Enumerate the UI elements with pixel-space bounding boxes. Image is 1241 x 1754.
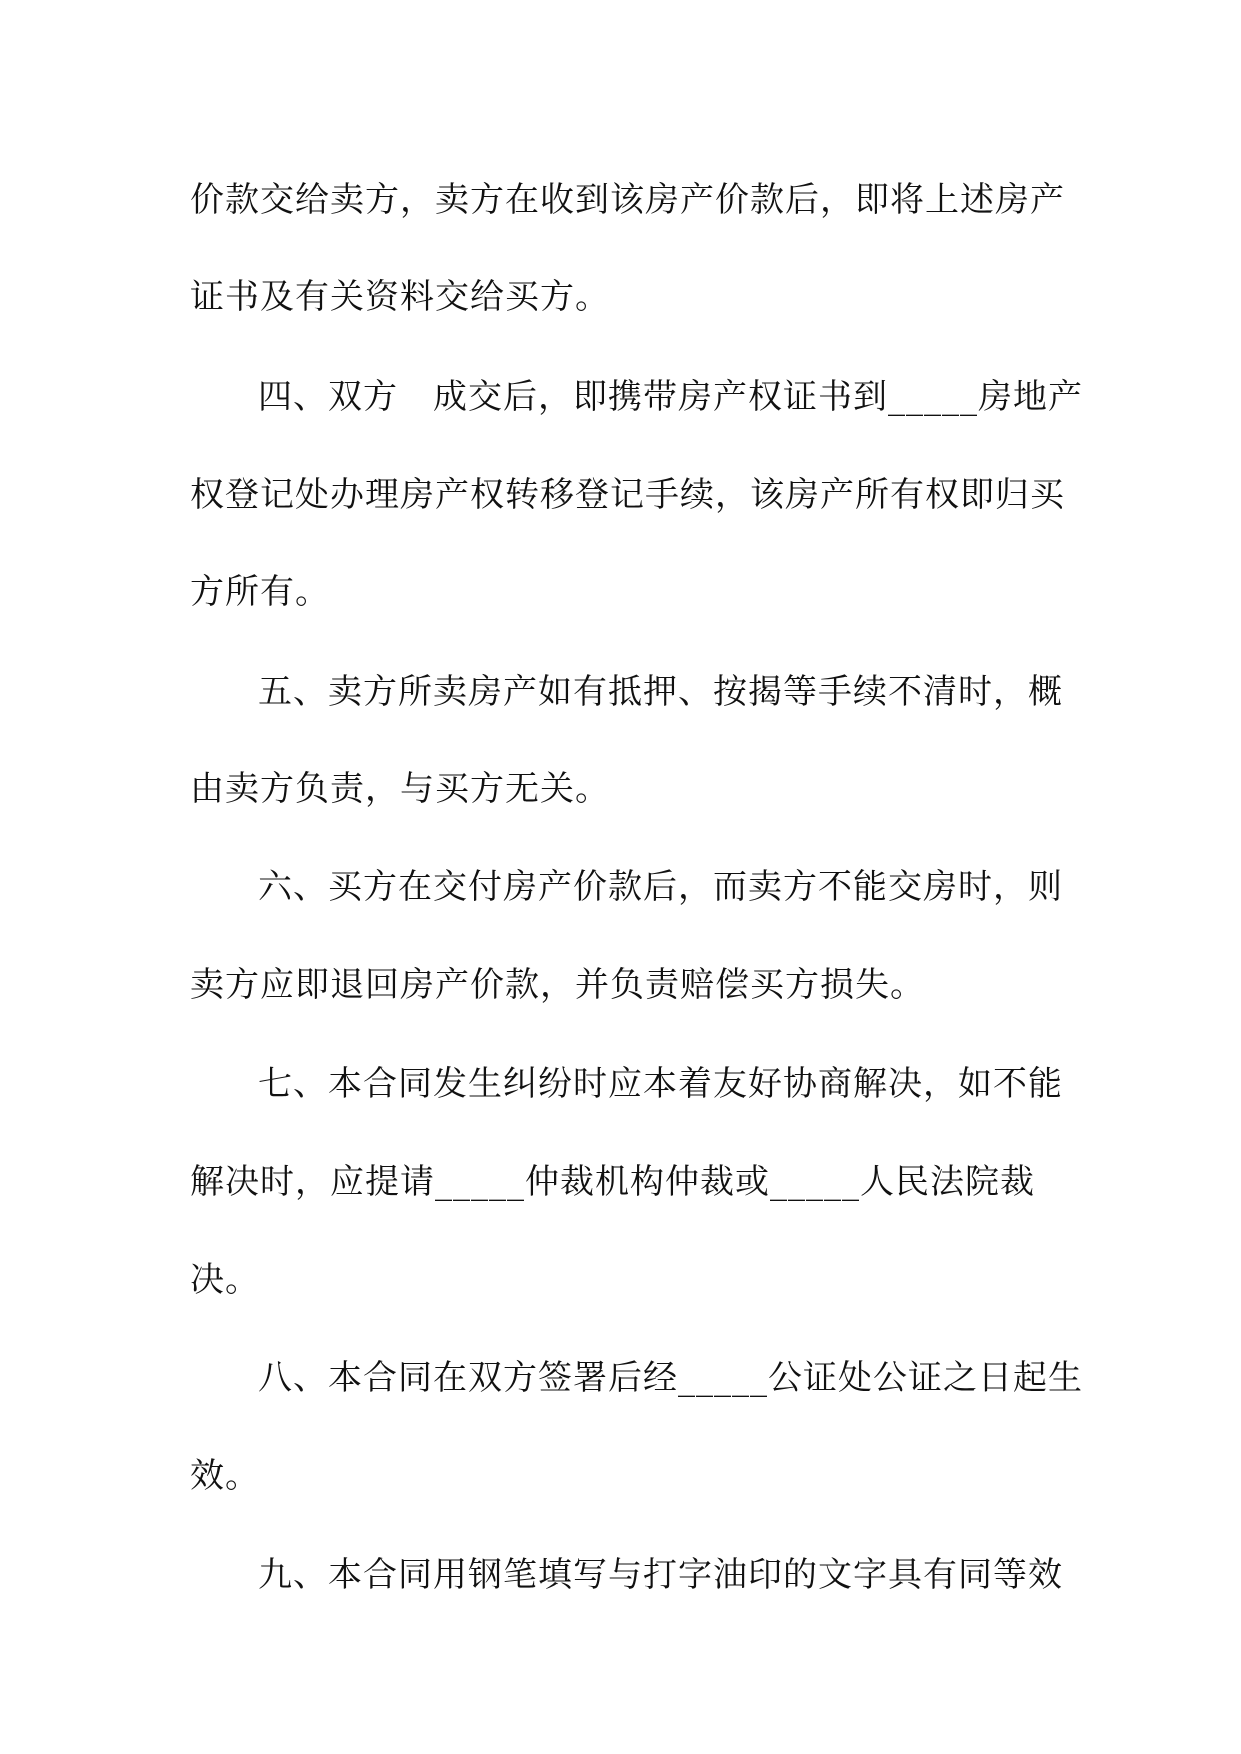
text-line: 决。: [190, 1260, 260, 1300]
text-line: 权登记处办理房产权转移登记手续，该房产所有权即归买: [190, 475, 1065, 515]
text-line: 价款交给卖方，卖方在收到该房产价款后，即将上述房产: [190, 180, 1065, 220]
clause-5-line: 五、卖方所卖房产如有抵押、按揭等手续不清时，概: [258, 672, 1063, 712]
clause-4-line: 四、双方 成交后，即携带房产权证书到_____房地产: [258, 377, 1083, 417]
clause-7-line: 七、本合同发生纠纷时应本着友好协商解决，如不能: [258, 1064, 1063, 1104]
text-line: 解决时，应提请_____仲裁机构仲裁或_____人民法院裁: [190, 1162, 1035, 1202]
clause-6-line: 六、买方在交付房产价款后，而卖方不能交房时，则: [258, 867, 1063, 907]
text-line: 由卖方负责，与买方无关。: [190, 769, 610, 809]
text-line: 方所有。: [190, 572, 330, 612]
clause-9-line: 九、本合同用钢笔填写与打字油印的文字具有同等效: [258, 1555, 1063, 1595]
clause-8-line: 八、本合同在双方签署后经_____公证处公证之日起生: [258, 1358, 1083, 1398]
text-line: 证书及有关资料交给买方。: [190, 277, 610, 317]
text-line: 效。: [190, 1456, 260, 1496]
text-line: 卖方应即退回房产价款，并负责赔偿买方损失。: [190, 965, 925, 1005]
